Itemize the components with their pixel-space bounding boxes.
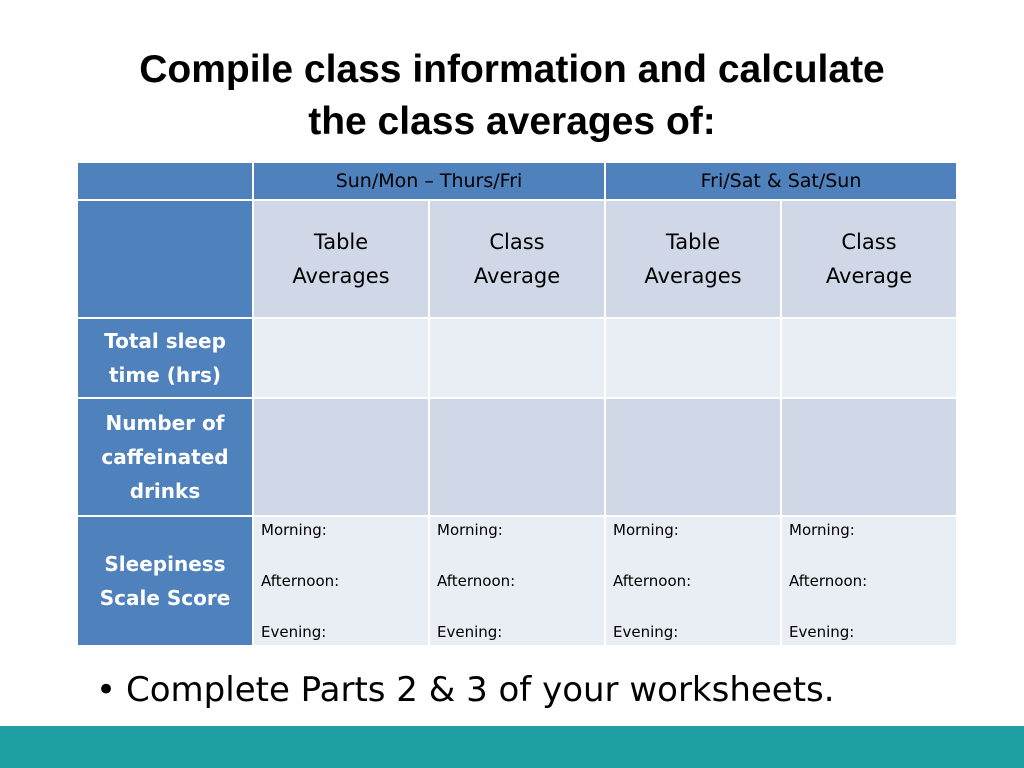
period-list xyxy=(606,517,780,641)
period-label-evening: Evening: xyxy=(613,623,679,641)
table-cell[interactable] xyxy=(781,318,957,398)
table-row-total-sleep xyxy=(77,318,957,398)
table-cell[interactable] xyxy=(781,516,957,646)
period-label-afternoon: Afternoon: xyxy=(437,572,516,590)
bullet-item xyxy=(96,666,835,714)
sub-header-weekday-table-averages xyxy=(253,200,429,318)
period-label-evening: Evening: xyxy=(437,623,503,641)
sub-header-text: Class xyxy=(489,230,545,254)
bullet-text: Complete Parts 2 & 3 of your worksheets. xyxy=(126,670,835,710)
sub-header-row xyxy=(77,200,957,318)
table-row-sleepiness-score xyxy=(77,516,957,646)
row-label-text: time (hrs) xyxy=(108,363,222,387)
slide-title-line-2: the class averages of: xyxy=(308,100,716,143)
sub-header-text: Average xyxy=(825,264,913,288)
period-list xyxy=(254,517,428,641)
period-label-evening: Evening: xyxy=(261,623,327,641)
table-cell[interactable] xyxy=(253,516,429,646)
row-label-text: drinks xyxy=(129,479,201,503)
table-cell[interactable] xyxy=(605,516,781,646)
period-label-morning: Morning: xyxy=(261,521,327,539)
table-cell[interactable] xyxy=(253,398,429,516)
sub-header-text: Table xyxy=(313,230,369,254)
period-list xyxy=(782,517,956,641)
sub-header-text: Averages xyxy=(292,264,390,288)
averages-table xyxy=(76,161,958,647)
row-label-text: caffeinated xyxy=(101,445,229,469)
sub-header-corner-cell xyxy=(77,200,253,318)
period-label-morning: Morning: xyxy=(613,521,679,539)
row-label-text: Sleepiness xyxy=(104,552,226,576)
sub-header-text: Average xyxy=(473,264,561,288)
row-label-total-sleep xyxy=(77,318,253,398)
table-cell[interactable] xyxy=(781,398,957,516)
table-row-caffeinated-drinks xyxy=(77,398,957,516)
bullet-symbol: • xyxy=(96,670,117,710)
group-header-row xyxy=(77,162,957,200)
period-list xyxy=(430,517,604,641)
sub-header-text: Averages xyxy=(644,264,742,288)
table-cell[interactable] xyxy=(253,318,429,398)
row-label-text: Number of xyxy=(105,411,225,435)
corner-cell xyxy=(77,162,253,200)
slide-title xyxy=(40,44,984,148)
table-cell[interactable] xyxy=(429,516,605,646)
slide-title-line-1: Compile class information and calculate xyxy=(139,48,885,91)
period-label-morning: Morning: xyxy=(437,521,503,539)
sub-header-weekend-table-averages xyxy=(605,200,781,318)
footer-bar xyxy=(0,726,1024,768)
table-cell[interactable] xyxy=(605,398,781,516)
group-header-weekday: Sun/Mon – Thurs/Fri xyxy=(253,162,605,200)
table-cell[interactable] xyxy=(429,318,605,398)
row-label-sleepiness-score xyxy=(77,516,253,646)
group-header-weekend: Fri/Sat & Sat/Sun xyxy=(605,162,957,200)
table-cell[interactable] xyxy=(429,398,605,516)
period-label-afternoon: Afternoon: xyxy=(789,572,868,590)
row-label-text: Total sleep xyxy=(104,329,226,353)
sub-header-weekend-class-average xyxy=(781,200,957,318)
period-label-afternoon: Afternoon: xyxy=(261,572,340,590)
sub-header-weekday-class-average xyxy=(429,200,605,318)
period-label-morning: Morning: xyxy=(789,521,855,539)
sub-header-text: Class xyxy=(841,230,897,254)
row-label-text: Scale Score xyxy=(99,586,231,610)
period-label-evening: Evening: xyxy=(789,623,855,641)
row-label-caffeinated-drinks xyxy=(77,398,253,516)
period-label-afternoon: Afternoon: xyxy=(613,572,692,590)
table-cell[interactable] xyxy=(605,318,781,398)
sub-header-text: Table xyxy=(665,230,721,254)
